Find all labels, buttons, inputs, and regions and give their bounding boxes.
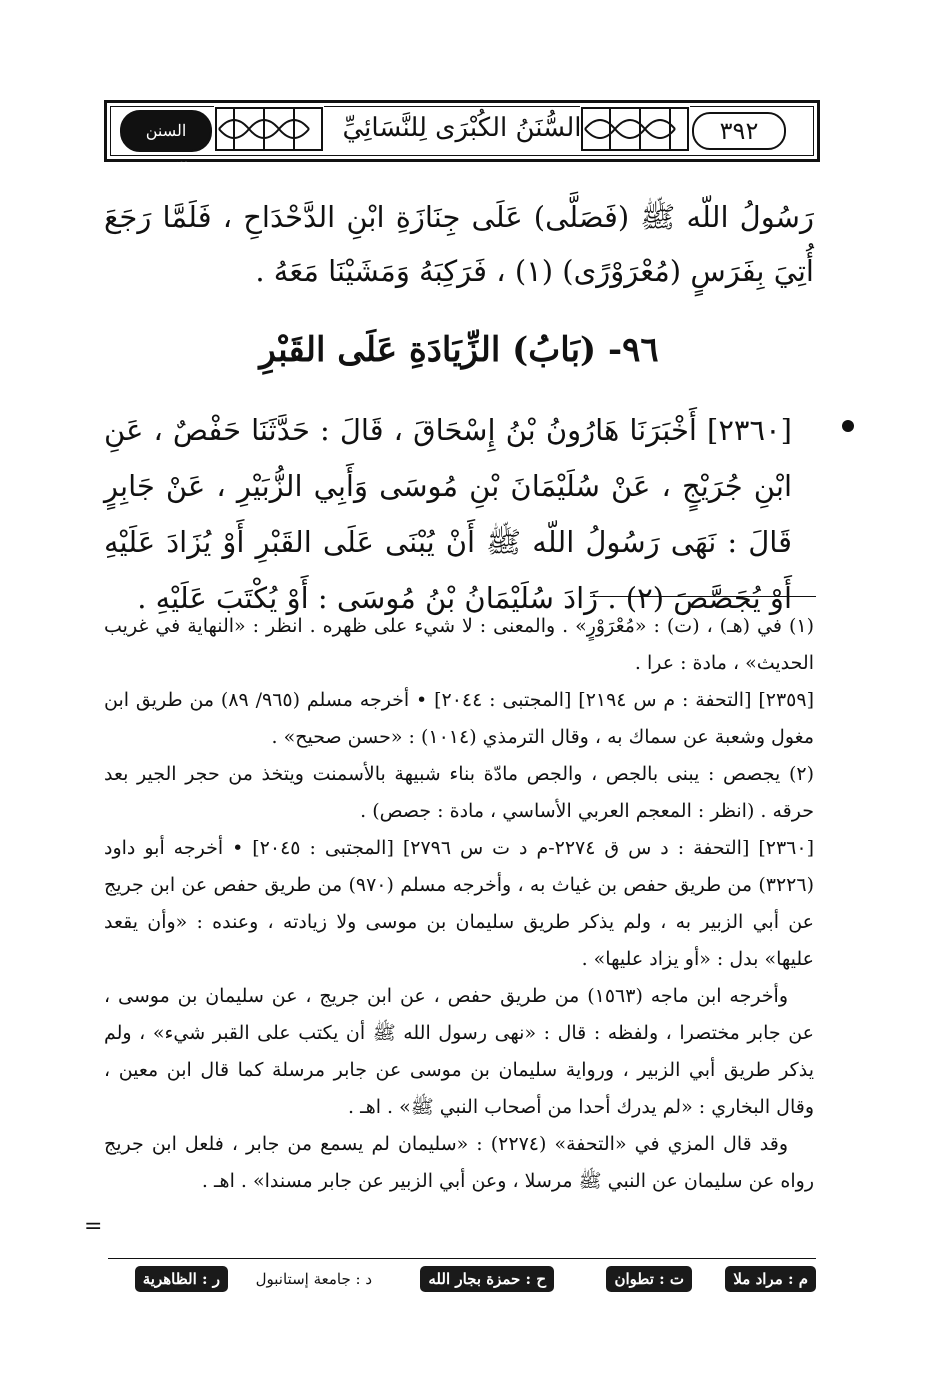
manuscript-label-d: د : جامعة إستانبول	[255, 1270, 372, 1288]
footnotes	[104, 608, 814, 1200]
takhrij-2360: [٢٣٦٠] [التحفة : د س ق ٢٢٧٤-م د ت س ٢٧٩٦] [المجتبى : ٢٠٤٥] • أخرجه أبو داود (٣٢٢٦) من طريق حفص بن غياث به ، وأخرجه مسلم (٩٧٠) من طريق حفص عن ابن جريج عن أبي الزبير به ، ولم يذكر طريق سليمان بن موسى ولا زيادته ، وعنده : «وأن يقعد عليها» بدل : «أو يزاد عليها» .	[104, 837, 814, 970]
footnote-2: (٢) يجصص : يبنى بالجص ، والجص مادّة بناء شبيهة بالأسمنت ويتخذ من حجر الجير بعد حرقه . (انظر : المعجم العربي الأساسي ، مادة : جصص) .	[104, 763, 814, 822]
running-title: السُّنَنُ الكُبْرَى لِلنَّسَائِيِّ	[342, 113, 582, 143]
takhrij-2360-mizzi: وقد قال المزي في «التحفة» (٢٢٧٤) : «سليمان لم يسمع من جابر ، فلعل ابن جريج رواه عن سليمان عن النبي ﷺ مرسلا ، وعن أبي الزبير عن جابر مسندا» . اهـ .	[104, 1133, 814, 1192]
manuscript-label-r: ر : الظاهرية	[135, 1266, 228, 1292]
series-logo: السنن الكبرى	[120, 110, 212, 152]
footnote-1: (١) في (هـ) ، (ت) : «مُعْرَوْرٍ» . والمعنى : لا شيء على ظهره . انظر : «النهاية في غريب الحديث» ، مادة : عرا .	[104, 615, 814, 674]
takhrij-2360-ibn-majah: وأخرجه ابن ماجه (١٥٦٣) من طريق حفص ، عن ابن جريج ، عن سليمان بن موسى ، عن جابر مختصرا ، ولفظه : قال : «نهى رسول الله ﷺ أن يكتب على القبر شيء» ، ولم يذكر طريق أبي الزبير ، ورواية سليمان بن موسى عن جابر مرسلة كما قال ابن معين ، وقال البخاري : «لم يدرك أحدا من أصحاب النبي ﷺ» . اهـ .	[104, 985, 814, 1118]
footer-separator	[108, 1258, 816, 1259]
manuscript-label-t: ت : تطوان	[606, 1266, 692, 1292]
manuscript-label-h: ح : حمزة بجار الله	[420, 1266, 554, 1292]
ornament-right-icon	[580, 106, 690, 152]
continuation-mark: =	[84, 1214, 103, 1239]
footnote-separator	[590, 596, 816, 597]
continuation-text: رَسُولُ اللّه ﷺ (فَصَلَّى) عَلَى جِنَازَةِ ابْنِ الدَّحْدَاحِ ، فَلَمَّا رَجَعَ أُتِيَ بِفَرَسٍ (مُعْرَوْرًى) (١) ، فَرَكِبَهُ وَمَشَيْنَا مَعَهُ .	[104, 200, 814, 288]
hadith-bullet-icon	[842, 420, 854, 432]
hadith-text: [٢٣٦٠] أَخْبَرَنَا هَارُونُ بْنُ إِسْحَاقَ ، قَالَ : حَدَّثَنَا حَفْصٌ ، عَنِ ابْنِ جُرَيْجٍ ، عَنْ سُلَيْمَانَ بْنِ مُوسَى وَأَبِي الزُّبَيْرِ ، عَنْ جَابِرٍ قَالَ : نَهَى رَسُولُ اللّه ﷺ أَنْ يُبْنَى عَلَى القَبْرِ أَوْ يُزَادَ عَلَيْهِ أَوْ يُجَصَّصَ (٢) . زَادَ سُلَيْمَانُ بْنُ مُوسَى : أَوْ يُكْتَبَ عَلَيْهِ .	[104, 413, 792, 615]
takhrij-2359: [٢٣٥٩] [التحفة : م س ٢١٩٤] [المجتبى : ٢٠٤٤] • أخرجه مسلم (٩٦٥/ ٨٩) من طريق ابن مغول وشعبة عن سماك به ، وقال الترمذي (١٠١٤) : «حسن صحيح» .	[104, 689, 814, 748]
chapter-heading: ٩٦- (بَابُ) الزِّيَادَةِ عَلَى القَبْرِ	[259, 330, 659, 370]
page-number: ٣٩٢	[692, 112, 786, 150]
ornament-left-icon	[214, 106, 324, 152]
page-header	[104, 100, 820, 178]
manuscript-label-m: م : مراد ملا	[725, 1266, 816, 1292]
